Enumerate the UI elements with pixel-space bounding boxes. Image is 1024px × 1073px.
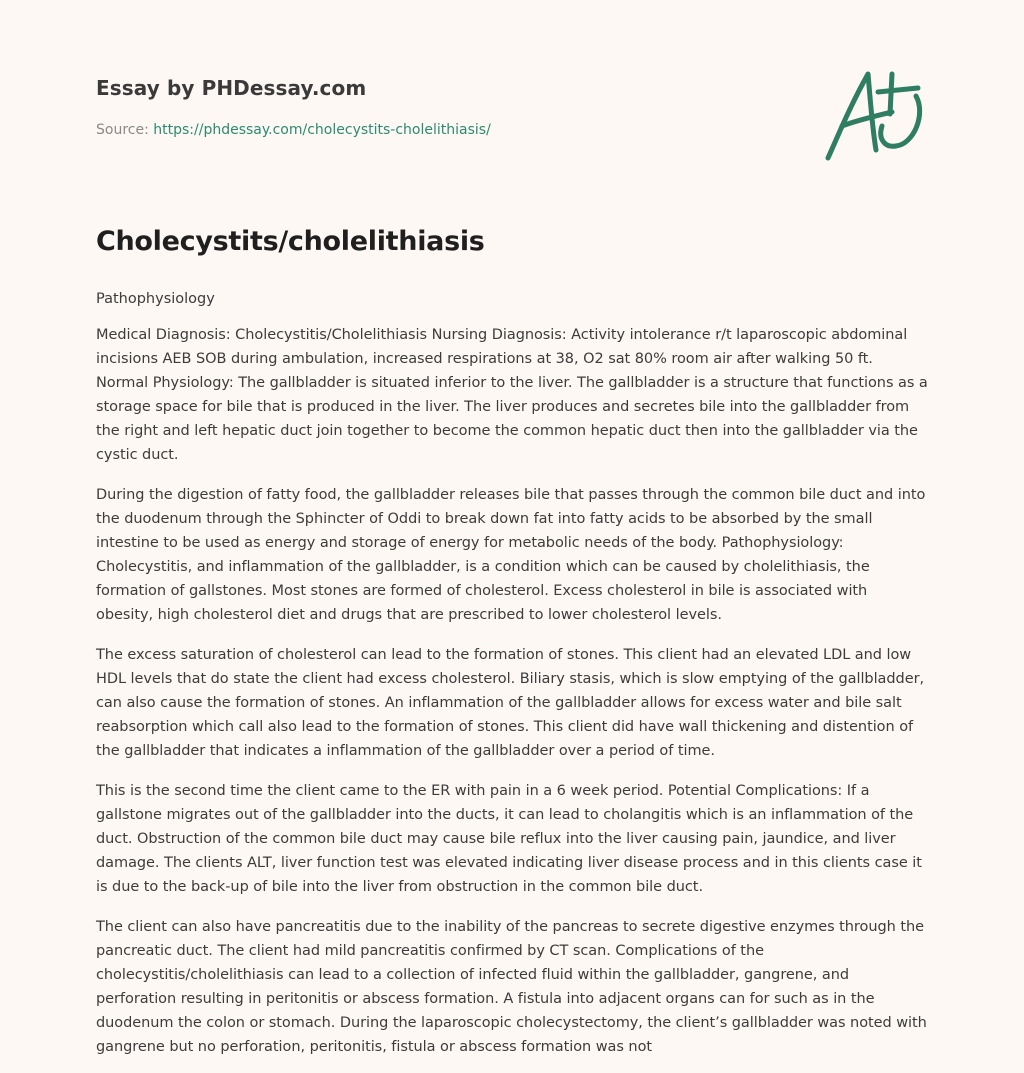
section-label: Pathophysiology <box>96 291 215 307</box>
article <box>96 226 928 1059</box>
brand-title: Essay by PHDessay.com <box>96 76 367 100</box>
source-link[interactable]: https://phdessay.com/cholecystits-cholelithiasis/ <box>153 122 491 138</box>
source-label: Source: <box>96 122 149 138</box>
a-plus-logo-icon <box>818 66 930 166</box>
paragraph: Medical Diagnosis: Cholecystitis/Cholelithiasis Nursing Diagnosis: Activity intolerance r/t laparoscopic abdominal incisions AEB SOB during ambulation, increased respirations at 38, O2 sat 80% room air after walking 50 ft. Normal Physiology: The gallbladder is situated inferior to the liver. The gallbladder is a structure that functions as a storage space for bile that is produced in the liver. The liver produces and secretes bile into the gallbladder from the right and left hepatic duct join together to become the common hepatic duct then into the gallbladder via the cystic duct. <box>96 327 928 463</box>
page-header <box>96 76 736 138</box>
paragraph: During the digestion of fatty food, the gallbladder releases bile that passes through the common bile duct and into the duodenum through the Sphincter of Oddi to break down fat into fatty acids to be absorbed by the small intestine to be used as energy and storage of energy for metabolic needs of the body. Pathophysiology: Cholecystitis, and inflammation of the gallbladder, is a condition which can be caused by cholelithiasis, the formation of gallstones. Most stones are formed of cholesterol. Excess cholesterol in bile is associated with obesity, high cholesterol diet and drugs that are prescribed to lower cholesterol levels. <box>96 487 926 623</box>
paragraph: This is the second time the client came to the ER with pain in a 6 week period. Potential Complications: If a gallstone migrates out of the gallbladder into the ducts, it can lead to cholangitis which is an inflammation of the duct. Obstruction of the common bile duct may cause bile reflux into the liver causing pain, jaundice, and liver damage. The clients ALT, liver function test was elevated indicating liver disease process and in this clients case it is due to the back-up of bile into the liver from obstruction in the common bile duct. <box>96 783 922 895</box>
paragraph: The excess saturation of cholesterol can lead to the formation of stones. This client had an elevated LDL and low HDL levels that do state the client had excess cholesterol. Biliary stasis, which is slow emptying of the gallbladder, can also cause the formation of stones. An inflammation of the gallbladder allows for excess water and bile salt reabsorption which call also lead to the formation of stones. This client did have wall thickening and distention of the gallbladder that indicates a inflammation of the gallbladder over a period of time. <box>96 647 925 759</box>
paragraph: The client can also have pancreatitis due to the inability of the pancreas to secrete digestive enzymes through the pancreatic duct. The client had mild pancreatitis confirmed by CT scan. Complications of the cholecystitis/cholelithiasis can lead to a collection of infected fluid within the gallbladder, gangrene, and perforation resulting in peritonitis or abscess formation. A fistula into adjacent organs can for such as in the duodenum the colon or stomach. During the laparoscopic cholecystectomy, the client’s gallbladder was noted with gangrene but no perforation, peritonitis, fistula or abscess formation was not <box>96 919 927 1055</box>
page-title: Cholecystits/cholelithiasis <box>96 226 485 257</box>
source-line <box>96 122 736 138</box>
